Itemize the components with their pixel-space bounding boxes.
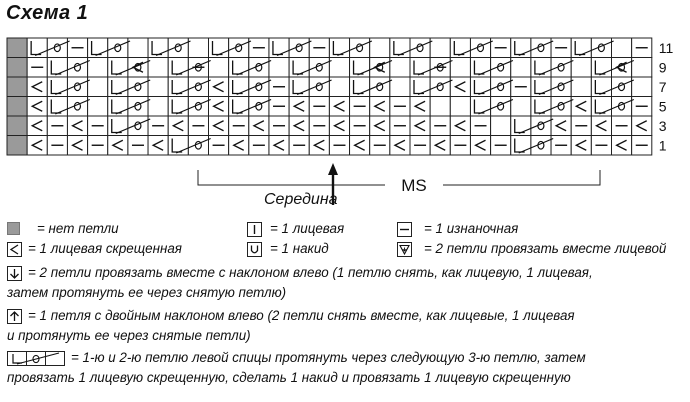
chart-cell [591,116,611,136]
chart-cell [188,38,208,58]
legend-knit: = 1 лицевая [270,221,345,236]
cross-stitch-symbol [7,351,65,366]
chart-cell [27,116,47,136]
chart-cell [390,77,410,97]
row-number: 1 [658,137,667,154]
chart-cell [511,58,531,78]
yarn-over-symbol [247,242,262,257]
chart-cell [7,136,27,156]
chart-cell [7,58,27,78]
chart-cell [148,77,168,97]
knit-symbol [247,222,262,237]
legend-ssk-1: = 2 петли провязать вместе с наклоном влево (1 петлю снять, как лицевую, 1 лицевая, [28,265,593,280]
chart-cell [329,58,349,78]
chart-cell [450,97,470,117]
chart-cell [370,58,390,78]
chart-cell [632,77,652,97]
chart-cell [249,97,269,117]
chart-cell [269,58,289,78]
row-number: 5 [658,98,667,115]
chart-markers [198,163,600,208]
chart-cell [128,77,148,97]
chart-cell [551,116,571,136]
chart-cell [128,58,148,78]
chart-cell [491,77,511,97]
chart-cell [209,97,229,117]
chart-cell [370,38,390,58]
chart-cell [491,97,511,117]
chart-cell [390,58,410,78]
chart-cell [612,97,632,117]
purl-symbol [397,222,412,237]
chart-cell [289,38,309,58]
chart-cell [209,77,229,97]
chart-cell [188,136,208,156]
chart-cell [591,38,611,58]
chart-cell [430,136,450,156]
chart-cell [350,38,370,58]
chart-cell [47,38,67,58]
legend-k2tog: = 2 петли провязать вместе лицевой [424,241,667,256]
chart-cell [27,136,47,156]
chart-cell [229,38,249,58]
chart-cell [289,116,309,136]
chart-cell [531,116,551,136]
chart-cell [128,38,148,58]
chart-title: Схема 1 [6,2,89,24]
chart-cell [108,38,128,58]
row-number: 3 [658,117,667,134]
chart-cell [309,58,329,78]
chart-cell [370,116,390,136]
chart-cell [571,136,591,156]
chart-cell [67,58,87,78]
chart-cell [289,97,309,117]
chart-cell [88,97,108,117]
chart-cell [67,136,87,156]
chart-cell [249,77,269,97]
twisted-knit-symbol [7,242,22,257]
ms-label: MS [401,176,427,195]
center-label: Середина [264,191,338,208]
chart-cell [430,77,450,97]
row-number: 11 [658,39,674,56]
chart-cell [470,136,490,156]
chart-cell [108,136,128,156]
row-numbers [659,40,674,154]
chart-cell [511,97,531,117]
chart-cell [430,97,450,117]
chart-cell [632,58,652,78]
ssk-symbol [7,266,22,281]
chart-cell [410,38,430,58]
chart-cell [410,97,430,117]
chart-cell [67,97,87,117]
chart-cell [27,97,47,117]
chart-cell [128,97,148,117]
chart-cell [168,116,188,136]
chart-cell [7,116,27,136]
chart-cell [450,58,470,78]
chart-cell [209,116,229,136]
chart-cell [370,77,390,97]
chart-cell [329,77,349,97]
chart-cell [329,116,349,136]
chart-cell [390,136,410,156]
ms-bracket [198,170,600,185]
chart-cell [491,58,511,78]
chart-cell [148,136,168,156]
chart-cell [370,97,390,117]
chart-cell [410,116,430,136]
chart-cell [632,116,652,136]
chart-cell [612,136,632,156]
chart-cell [430,38,450,58]
legend-cross-2: провязать 1 лицевую скрещенную, сделать 1 накид и провязать 1 лицевую скрещенную [7,370,571,385]
chart-cell [350,136,370,156]
row-number: 9 [658,59,667,76]
chart-cell [551,58,571,78]
legend-purl: = 1 изнаночная [424,221,519,236]
chart-cell [188,77,208,97]
legend-ssk-2: затем протянуть ее через снятую петлю) [7,285,287,300]
chart-cell [551,97,571,117]
center-arrow-head [328,163,338,175]
legend-double-dec-2: и протянуть ее через снятые петли) [7,328,251,343]
legend-double-dec-1: = 1 петля с двойным наклоном влево (2 петли снять вместе, как лицевые, 1 лицевая [28,308,575,323]
chart-cell [188,97,208,117]
chart-cell [571,97,591,117]
chart-cell [309,136,329,156]
chart-cells [7,38,652,155]
k2tog-symbol [397,242,412,257]
chart-cell [67,116,87,136]
legend-cross-1: = 1-ю и 2-ю петлю левой спицы протянуть через следующую 3-ю петлю, затем [71,350,586,365]
chart-cell [450,77,470,97]
chart-cell [148,97,168,117]
legend-yarn-over: = 1 накид [270,241,329,256]
chart-cell [7,97,27,117]
chart-cell [450,116,470,136]
row-number: 7 [658,78,667,95]
chart-cell [531,136,551,156]
chart-cell [67,77,87,97]
chart-cell [249,58,269,78]
chart-cell [148,58,168,78]
chart-cell [249,116,269,136]
chart-cell [571,77,591,97]
chart-cell [612,77,632,97]
chart-cell [229,136,249,156]
chart-cell [551,77,571,97]
chart-cell [168,38,188,58]
chart-cell [470,38,490,58]
chart-cell [209,58,229,78]
chart-cell [269,136,289,156]
chart-cell [7,38,27,58]
chart-cell [329,97,349,117]
chart-cell [571,58,591,78]
chart-cell [531,38,551,58]
legend-no-stitch: = нет петли [37,221,119,236]
chart-cell [491,116,511,136]
chart-cell [88,58,108,78]
chart-cell [88,77,108,97]
chart-cell [612,58,632,78]
chart-cell [612,38,632,58]
chart-cell [27,77,47,97]
double-dec-symbol [7,309,22,324]
chart-cell [128,116,148,136]
chart-cell [309,77,329,97]
chart-cell [7,77,27,97]
legend-twisted-knit: = 1 лицевая скрещенная [28,241,182,256]
no-stitch-symbol [7,222,20,235]
